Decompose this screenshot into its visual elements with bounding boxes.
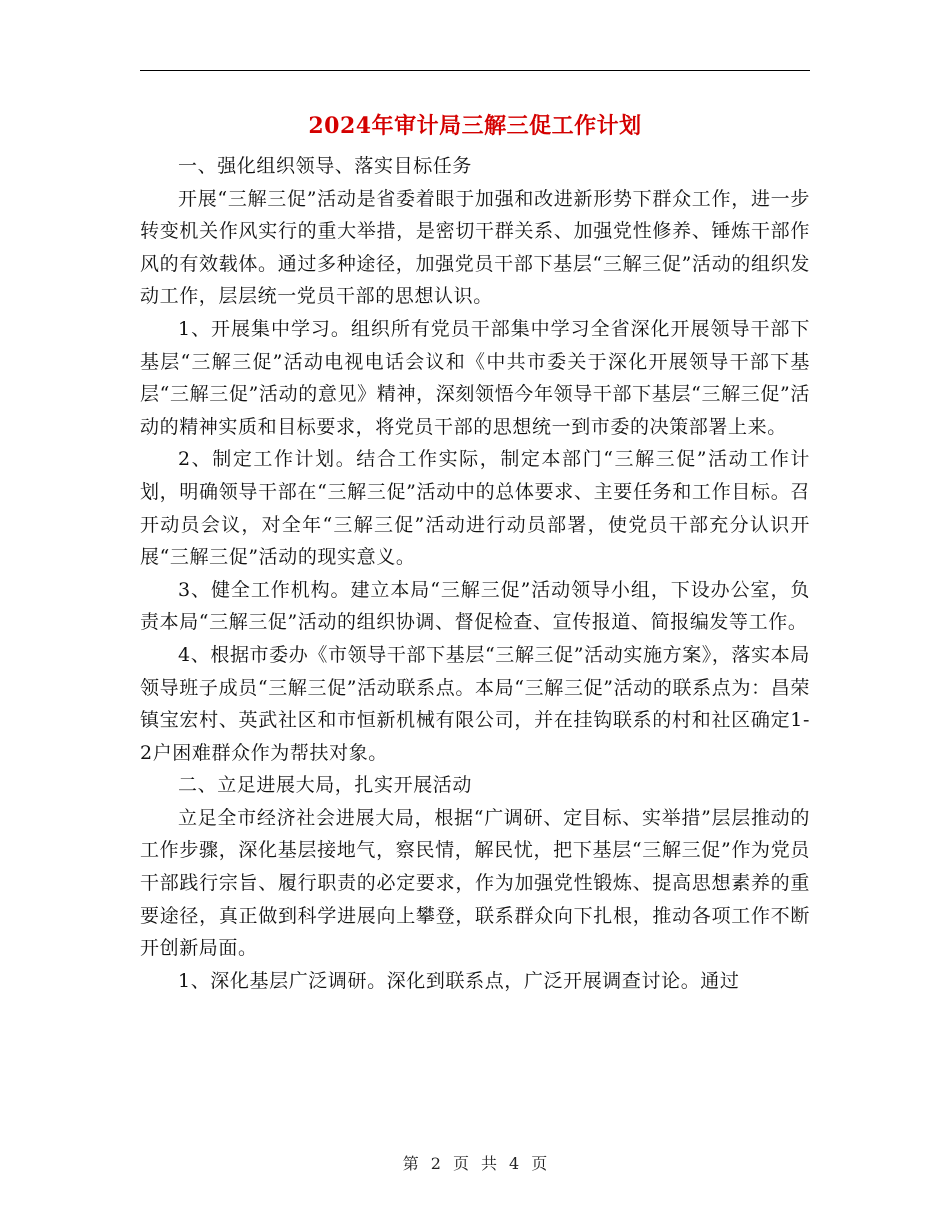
paragraph-intro: 开展“三解三促”活动是省委着眼于加强和改进新形势下群众工作，进一步转变机关作风实行的重大举措，是密切干群关系、加强党性修养、锤炼干部作风的有效载体。通过多种途径，加强党员干部下基层“三解三促”活动的组织发动工作，层层统一党员干部的思想认识。 — [140, 187, 810, 308]
footer-total-pages: 4 — [509, 1154, 520, 1173]
section-heading-2: 二、立足进展大局，扎实开展活动 — [178, 774, 473, 797]
paragraph-section-2-intro: 立足全市经济社会进展大局，根据“广调研、定目标、实举措”层层推动的工作步骤，深化基层接地气，察民情，解民忧，把下基层“三解三促”作为党员干部践行宗旨、履行职责的必定要求，作为加强党性锻炼、提高思想素养的重要途径，真正做到科学进展向上攀登，联系群众向下扎根，推动各项工作不断开创新局面。 — [140, 806, 810, 960]
section-heading-1: 一、强化组织领导、落实目标任务 — [178, 155, 473, 177]
footer-page-unit: 页 — [452, 1154, 469, 1173]
footer-page-label: 第 — [402, 1154, 419, 1173]
paragraph-section-2-item-1: 1、深化基层广泛调研。深化到联系点，广泛开展调查讨论。通过 — [178, 969, 740, 992]
header-rule — [140, 70, 810, 71]
paragraph-item-2: 2、制定工作计划。结合工作实际，制定本部门“三解三促”活动工作计划，明确领导干部在“三解三促”活动中的总体要求、主要任务和工作目标。召开动员会议，对全年“三解三促”活动进行动员部署，使党员干部充分认识开展“三解三促”活动的现实意义。 — [140, 448, 810, 569]
paragraph-item-4: 4、根据市委办《市领导干部下基层“三解三促”活动实施方案》，落实本局领导班子成员“三解三促”活动联系点。本局“三解三促”活动的联系点为：昌荣镇宝宏村、英武社区和市恒新机械有限公司，并在挂钩联系的村和社区确定1-2户困难群众作为帮扶对象。 — [140, 643, 810, 764]
paragraph-item-3: 3、健全工作机构。建立本局“三解三促”活动领导小组，下设办公室，负责本局“三解三促”活动的组织协调、督促检查、宣传报道、简报编发等工作。 — [140, 578, 810, 634]
footer-total-unit: 页 — [531, 1154, 548, 1173]
page-footer — [0, 1152, 950, 1176]
footer-current-page: 2 — [430, 1154, 441, 1173]
paragraph-item-1: 1、开展集中学习。组织所有党员干部集中学习全省深化开展领导干部下基层“三解三促”活动电视电话会议和《中共市委关于深化开展领导干部下基层“三解三促”活动的意见》精神，深刻领悟今年领导干部下基层“三解三促”活动的精神实质和目标要求，将党员干部的思想统一到市委的决策部署上来。 — [140, 317, 810, 438]
footer-total-label: 共 — [481, 1154, 498, 1173]
document-title: 2024年审计局三解三促工作计划 — [308, 113, 642, 139]
document-body — [140, 150, 810, 997]
